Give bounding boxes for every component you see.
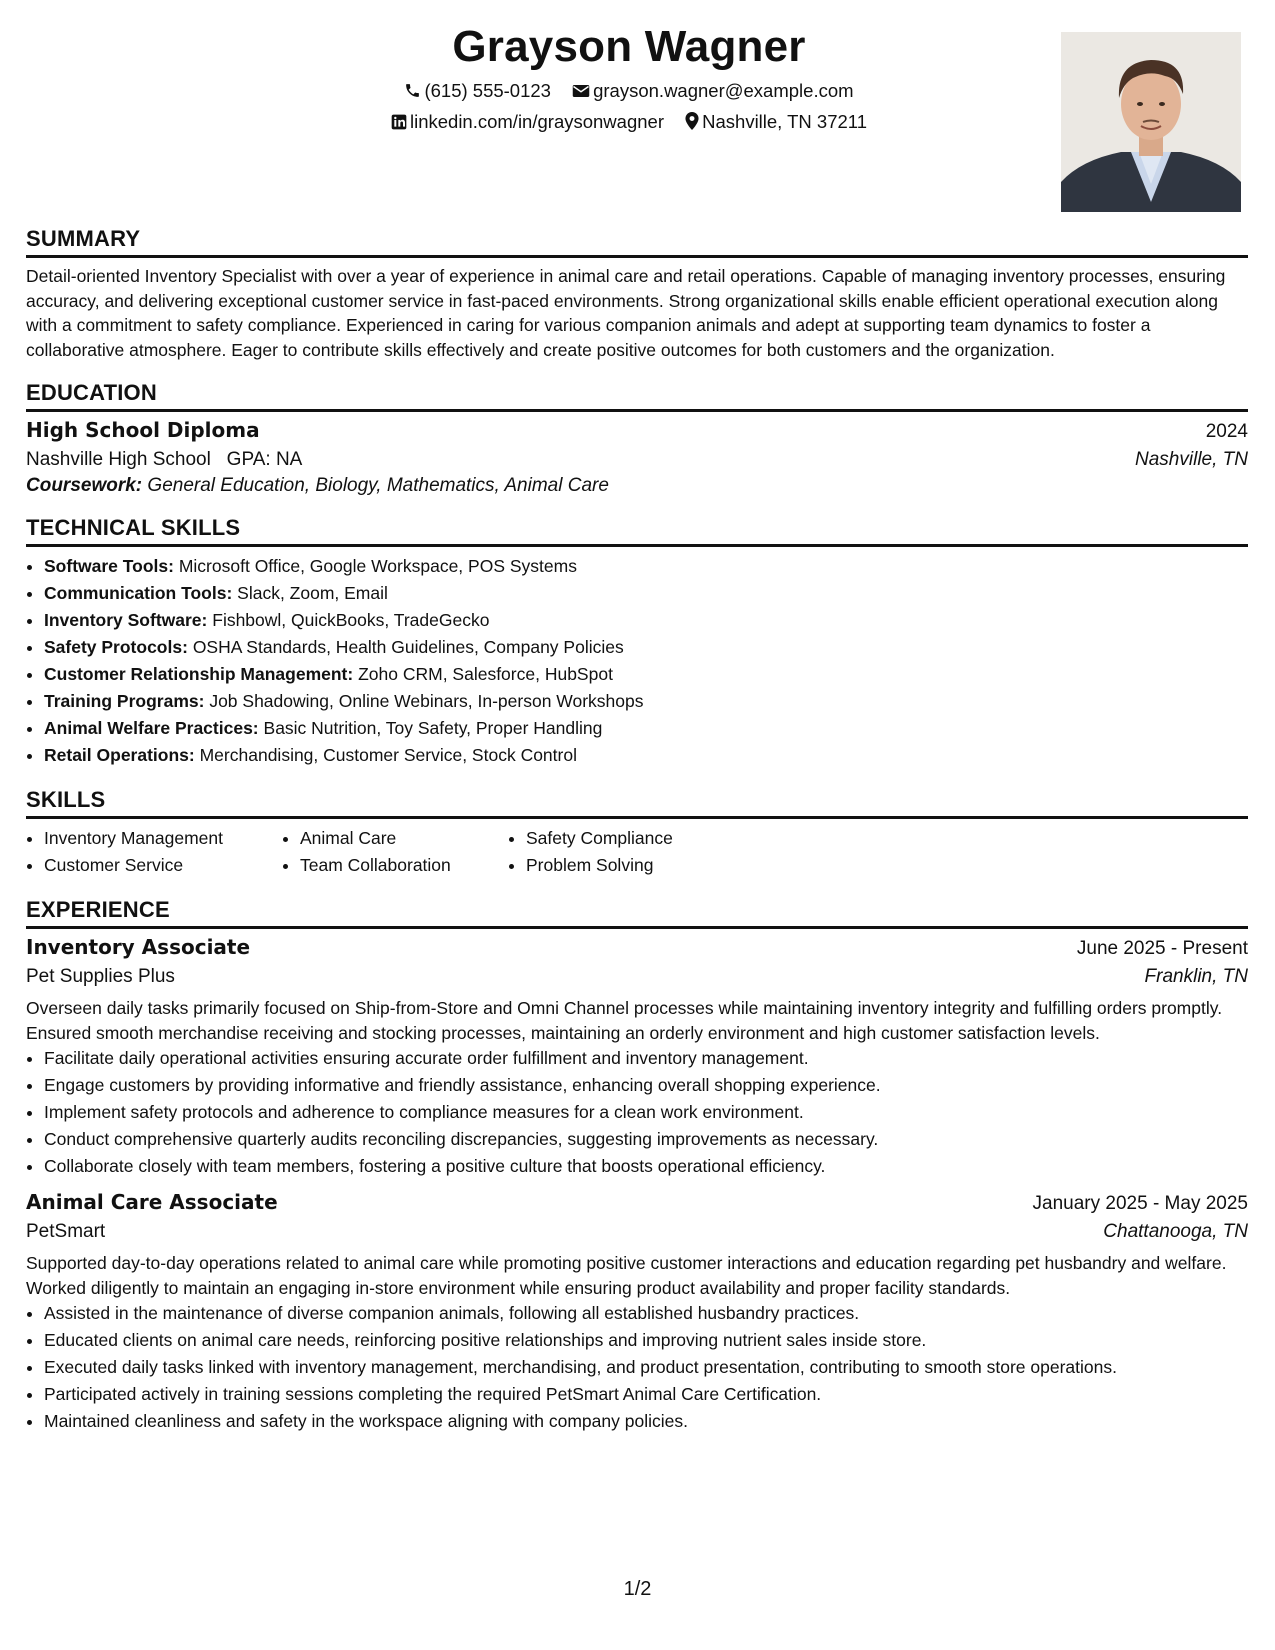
job-title-row [26,1190,1248,1215]
coursework [26,475,1248,497]
technical-skills-list [26,553,1248,769]
skill-category-value: Zoho CRM, Salesforce, HubSpot [358,664,613,684]
skills-section [26,787,1248,879]
job-bullets [26,1300,1248,1435]
list-item: • Engage customers by providing informative and friendly assistance, enhancing overall shopping experience. [44,1072,1248,1099]
list-item [44,580,1248,607]
skill-category-label: Communication Tools: [44,583,233,603]
candidate-name: Grayson Wagner [452,22,806,71]
job-title: Inventory Associate [26,935,251,959]
linkedin-icon [391,114,407,130]
school-line [26,449,302,471]
profile-photo [1061,32,1241,212]
list-item: • Collaborate closely with team members, fostering a positive culture that boosts operational efficiency. [44,1153,1248,1180]
skill-category-value: Fishbowl, QuickBooks, TradeGecko [212,610,490,630]
degree: High School Diploma [26,418,260,442]
company-name: PetSmart [26,1221,106,1242]
list-item: • Educated clients on animal care needs, reinforcing positive relationships and improving nutrient sales inside store. [44,1327,1248,1354]
job-dates: June 2025 - Present [1076,938,1248,959]
contact-phone[interactable] [404,80,551,102]
location-text: Nashville, TN 37211 [702,111,867,132]
envelope-icon [572,83,590,99]
experience-heading: EXPERIENCE [26,897,1248,929]
list-item: • Customer Service [44,852,282,879]
skill-category-label: Retail Operations: [44,745,195,765]
list-item: • Executed daily tasks linked with inventory management, merchandising, and product presentation, contributing to smooth store operations. [44,1354,1248,1381]
skill-category-label: Training Programs: [44,691,205,711]
school-location: Nashville, TN [1135,449,1248,470]
skills-column-2 [282,825,508,879]
contact-linkedin[interactable] [391,111,664,133]
job-bullets [26,1045,1248,1180]
list-item [44,742,1248,769]
list-item [44,634,1248,661]
summary-heading: SUMMARY [26,226,1248,258]
skills-heading: SKILLS [26,787,1248,819]
skills-column-1 [26,825,282,879]
technical-skills-heading: TECHNICAL SKILLS [26,515,1248,547]
skill-category-label: Inventory Software: [44,610,208,630]
list-item: • Team Collaboration [300,852,508,879]
coursework-label: Coursework: [26,475,143,496]
summary-section [26,226,1248,362]
list-item: • Participated actively in training sessions completing the required PetSmart Animal Care Certification. [44,1381,1248,1408]
list-item: • Problem Solving [526,852,673,879]
job-location: Chattanooga, TN [1103,1221,1248,1242]
list-item [44,553,1248,580]
school-name: Nashville High School [26,449,211,470]
job-company-row [26,966,1248,988]
contact-location [685,111,867,133]
phone-text: (615) 555-0123 [424,80,551,101]
skill-category-value: Slack, Zoom, Email [237,583,388,603]
summary-text: Detail-oriented Inventory Specialist with over a year of experience in animal care and retail operations. Capable of managing inventory processes, ensuring accuracy, and delivering exceptional customer service in fast-paced environments. Strong organizational skills enable efficient operational execution along with a commitment to safety compliance. Experienced in caring for various companion animals and adept at supporting team dynamics to foster a collaborative atmosphere. Eager to contribute skills effectively and create positive outcomes for both customers and the organization. [26,266,1226,360]
job-company-row [26,1221,1248,1243]
job-title: Animal Care Associate [26,1190,278,1214]
education-heading: EDUCATION [26,380,1248,412]
list-item: • Assisted in the maintenance of diverse companion animals, following all established husbandry practices. [44,1300,1248,1327]
map-pin-icon [685,112,699,130]
list-item: • Conduct comprehensive quarterly audits reconciling discrepancies, suggesting improvements as necessary. [44,1126,1248,1153]
skill-category-value: Basic Nutrition, Toy Safety, Proper Handling [263,718,603,738]
education-row-2 [26,449,1248,471]
job-description: Overseen daily tasks primarily focused on Ship-from-Store and Omni Channel processes while maintaining inventory integrity and fulfilling orders promptly. Ensured smooth merchandise receiving and stocking processes, maintaining an orderly environment and high customer satisfaction levels. [26,998,1223,1043]
list-item [44,715,1248,742]
graduation-year: 2024 [1205,421,1248,442]
education-row-1 [26,418,1248,443]
page-number: 1/2 [623,1578,652,1600]
list-item [44,607,1248,634]
contact-email[interactable] [572,80,853,102]
job-description: Supported day-to-day operations related to animal care while promoting positive customer interactions and education regarding pet husbandry and welfare. Worked diligently to maintain an engaging in-store environment while ensuring product availability and proper facility standards. [26,1253,1227,1298]
list-item: • Facilitate daily operational activities ensuring accurate order fulfillment and inventory management. [44,1045,1248,1072]
list-item: • Animal Care [300,825,508,852]
coursework-list: General Education, Biology, Mathematics, Animal Care [147,475,609,496]
gpa: GPA: NA [226,449,303,470]
skill-category-value: Merchandising, Customer Service, Stock Control [199,745,577,765]
job-location: Franklin, TN [1144,966,1248,987]
job-entry [26,1190,1248,1435]
skill-category-label: Customer Relationship Management: [44,664,354,684]
experience-section [26,897,1248,1435]
skill-category-value: OSHA Standards, Health Guidelines, Company Policies [192,637,624,657]
email-text: grayson.wagner@example.com [593,80,854,101]
job-title-row [26,935,1248,960]
list-item [44,688,1248,715]
list-item: • Maintained cleanliness and safety in the workspace aligning with company policies. [44,1408,1248,1435]
skill-category-label: Software Tools: [44,556,174,576]
skill-category-value: Microsoft Office, Google Workspace, POS Systems [178,556,577,576]
technical-skills-section [26,515,1248,769]
skill-category-value: Job Shadowing, Online Webinars, In-person Workshops [209,691,644,711]
list-item: • Implement safety protocols and adherence to compliance measures for a clean work environment. [44,1099,1248,1126]
skills-column-3 [508,825,673,879]
phone-icon [404,82,421,99]
skill-category-label: Animal Welfare Practices: [44,718,259,738]
job-dates: January 2025 - May 2025 [1032,1193,1248,1214]
skill-category-label: Safety Protocols: [44,637,188,657]
list-item: • Safety Compliance [526,825,673,852]
list-item [44,661,1248,688]
job-entry [26,935,1248,1180]
list-item: • Inventory Management [44,825,282,852]
skills-grid [26,825,1248,879]
linkedin-text: linkedin.com/in/graysonwagner [409,111,664,132]
company-name: Pet Supplies Plus [26,966,175,987]
resume-content [26,226,1248,1453]
education-section [26,380,1248,497]
